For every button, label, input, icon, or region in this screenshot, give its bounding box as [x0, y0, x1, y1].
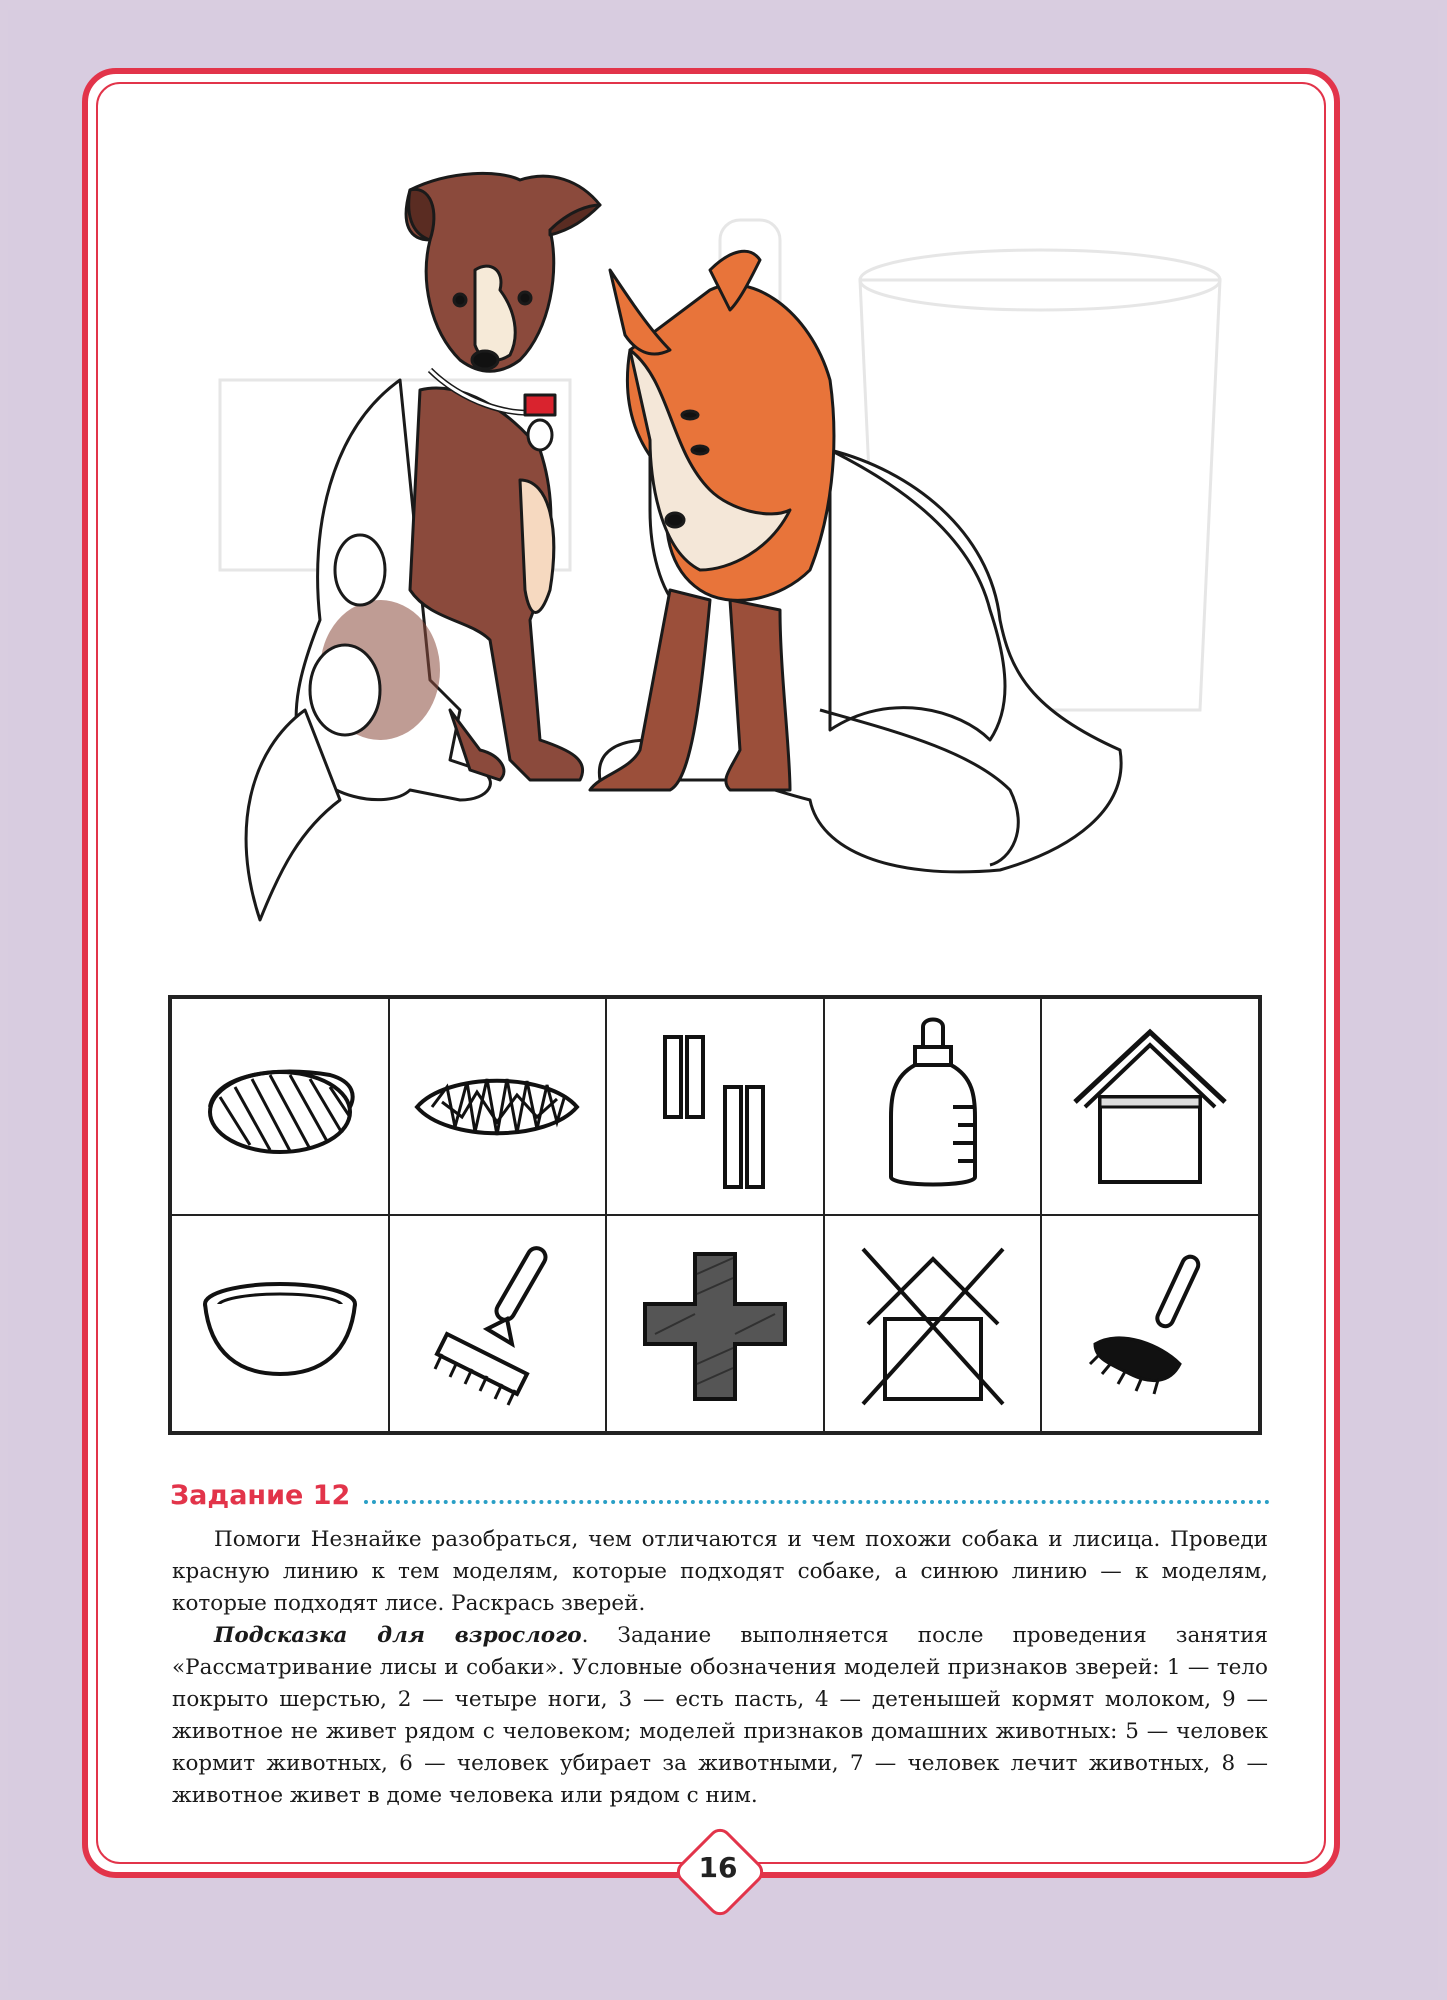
- fur-oval-icon: [190, 1017, 370, 1197]
- adult-hint: [172, 1620, 1268, 1812]
- brush-icon: [407, 1234, 587, 1414]
- task-instruction: Помоги Незнайке разобраться, чем отличаются и чем похожи собака и лисица. Проведи красную линию к тем моделям, которые подходят собаке, а синюю линию — к моделям, которые подходят лисе. Раскрась зверей.: [172, 1527, 1268, 1616]
- model-cell-1[interactable]: [171, 998, 389, 1215]
- model-cell-3[interactable]: [606, 998, 824, 1215]
- models-grid: [168, 995, 1262, 1435]
- model-cell-4[interactable]: [824, 998, 1042, 1215]
- bowl-icon: [190, 1234, 370, 1414]
- model-cell-8[interactable]: [606, 1215, 824, 1432]
- hint-text: . Задание выполняется после проведения занятия «Рассматривание лисы и собаки». Условные обозначения моделей признаков зверей: 1 — тело покрыто шерстью, 2 — четыре ноги, 3 — есть пасть, 4 — детенышей кормят молоком, 9 — животное не живет рядом с человеком; моделей признаков домашних животных: 5 — человек кормит животных, 6 — человек убирает за животными, 7 — человек лечит животных, 8 — животное живет в доме человека или рядом с ним.: [172, 1623, 1268, 1808]
- dotted-divider: [364, 1500, 1270, 1504]
- model-cell-7[interactable]: [389, 1215, 607, 1432]
- task-title: Задание 12: [170, 1480, 351, 1511]
- legs-icon: [407, 1017, 587, 1197]
- crossed-house-icon: [843, 1234, 1023, 1414]
- model-cell-6[interactable]: [171, 1215, 389, 1432]
- task-header: [170, 1480, 1270, 1511]
- house-icon: [1060, 1017, 1240, 1197]
- jaw-icon: [625, 1017, 805, 1197]
- fox-drawing: [590, 251, 1121, 872]
- grooming-brush-icon: [1060, 1234, 1240, 1414]
- task-text: [172, 1524, 1268, 1812]
- milk-bottle-icon: [843, 1017, 1023, 1197]
- model-cell-2[interactable]: [389, 998, 607, 1215]
- dog-drawing: [246, 173, 600, 920]
- medical-cross-icon: [625, 1234, 805, 1414]
- model-cell-5[interactable]: [1041, 998, 1259, 1215]
- hint-label: Подсказка для взрослого: [214, 1623, 582, 1648]
- model-cell-9[interactable]: [824, 1215, 1042, 1432]
- dog-and-fox-illustration: [130, 150, 1310, 960]
- model-cell-10[interactable]: [1041, 1215, 1259, 1432]
- page-number: 16: [698, 1851, 738, 1884]
